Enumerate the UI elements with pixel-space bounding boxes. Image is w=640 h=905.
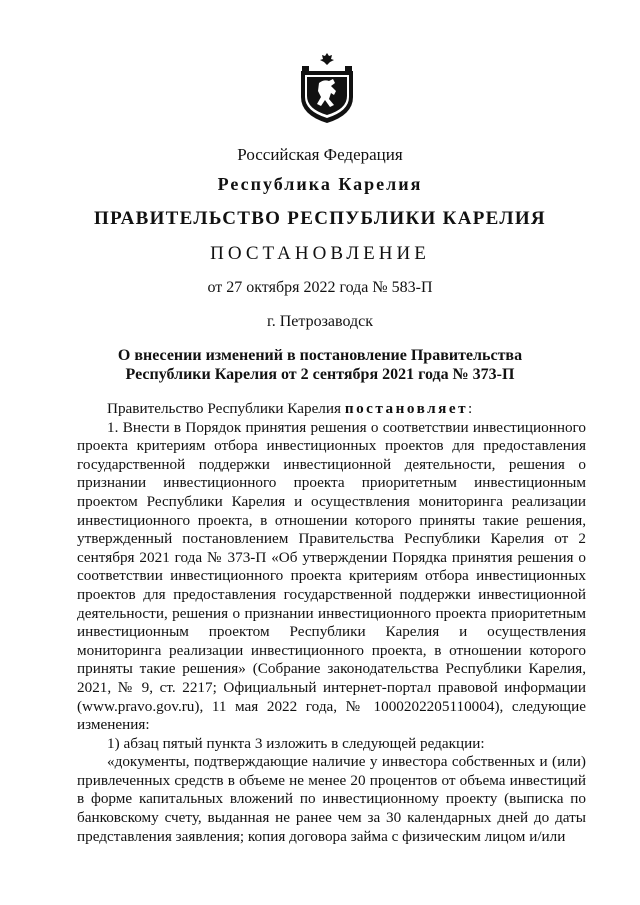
document-body xyxy=(77,400,586,846)
document-type: ПОСТАНОВЛЕНИЕ xyxy=(210,243,430,264)
government-name: ПРАВИТЕЛЬСТВО РЕСПУБЛИКИ КАРЕЛИЯ xyxy=(94,208,546,229)
paragraph: 1) абзац пятый пункта 3 изложить в следующей редакции: xyxy=(107,734,485,752)
document-city: г. Петрозаводск xyxy=(266,313,374,330)
paragraph: 1. Внести в Порядок принятия решения о соответствии инвестиционного проекта критериям отбора инвестиционных проектов для предоставления государственной поддержки инвестиционной деятельности, решения о признании инвестиционного проекта приоритетным инвестиционным проектом Республики Карелия и осуществления мониторинга реализации инвестиционного проекта, в отношении которого приняты такие решения, утвержденный постановлением Правительства Республики Карелия от 2 сентября 2021 года № 373-П «Об утверждении Порядка принятия решения о соответствии инвестиционного проекта критериям отбора инвестиционных проектов для предоставления государственной поддержки инвестиционной деятельности, решения о признании инвестиционного проекта приоритетным инвестиционным проектом Республики Карелия и осуществления мониторинга реализации инвестиционного проекта, в отношении которого приняты такие решения» (Собрание законодательства Республики Карелия, 2021, № 9, ст. 2217; Официальный интернет-портал правовой информации (www.pravo.gov.ru), 11 мая 2022 года, № 1000202205110004), следующие изменения: xyxy=(77,418,586,734)
country-name: Российская Федерация xyxy=(237,145,403,164)
republic-name: Республика Карелия xyxy=(217,174,423,194)
title-line: Республики Карелия от 2 сентября 2021 года № 373-П xyxy=(125,366,515,383)
intro-colon: : xyxy=(468,400,473,417)
title-line: О внесении изменений в постановление Правительства xyxy=(117,347,523,364)
paragraph: «документы, подтверждающие наличие у инвестора собственных и (или) привлеченных средств в объеме не менее 20 процентов от объема инвестиций в форме капитальных вложений по инвестиционному проекту (выписка по банковскому счету, выданная не ранее чем за 30 календарных дней до даты представления заявления; копия договора займа с физическим лицом и/или xyxy=(77,753,586,845)
document-date-number: от 27 октября 2022 года № 583-П xyxy=(207,279,433,296)
decree-verb: постановляет xyxy=(344,400,469,417)
intro-paragraph xyxy=(77,400,586,419)
karelia-coat-of-arms-icon xyxy=(298,53,356,123)
document-title xyxy=(0,346,640,384)
intro-text: Правительство Республики Карелия xyxy=(107,400,345,417)
